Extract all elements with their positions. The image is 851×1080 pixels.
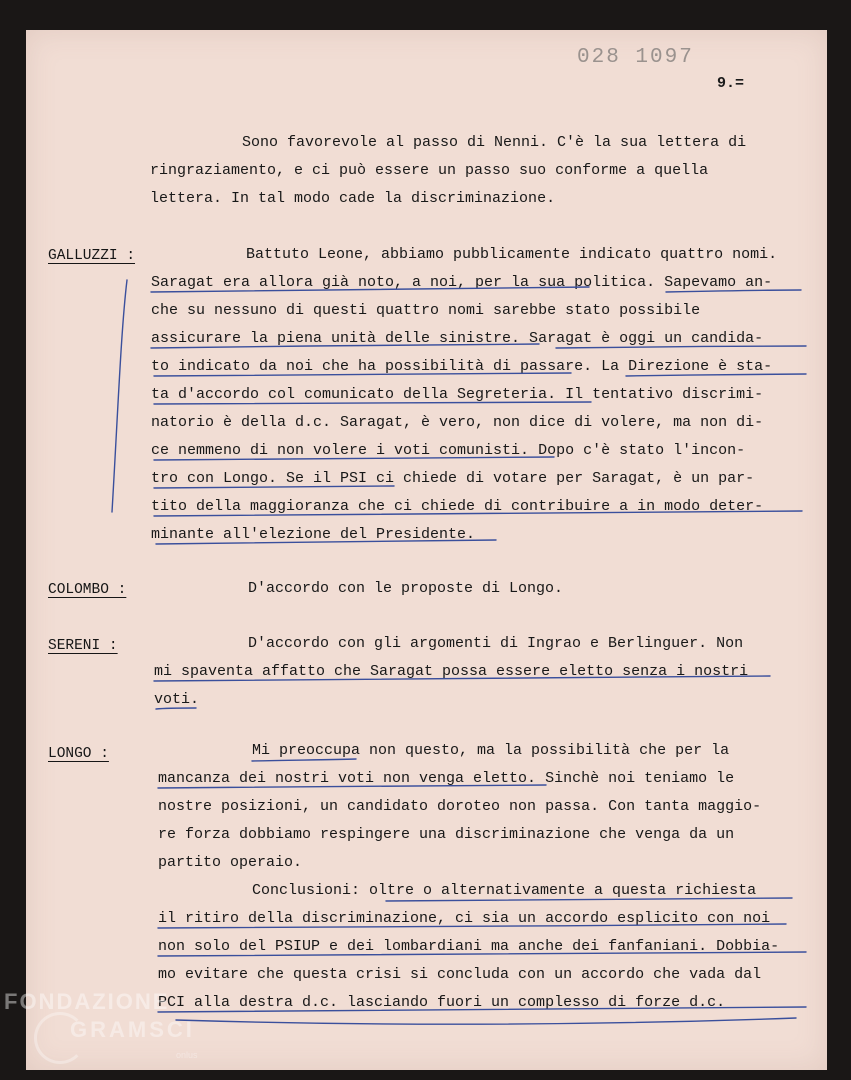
text-line: re forza dobbiamo respingere una discriminazione che venga da un	[158, 826, 735, 843]
underline	[151, 287, 589, 292]
watermark-line2: GRAMSCI	[70, 1017, 195, 1042]
speaker-label: GALLUZZI :	[48, 248, 136, 264]
text-line: tito della maggioranza che ci chiede di contribuire a in modo deter-	[151, 498, 764, 515]
watermark-line3: onlus	[176, 1050, 198, 1060]
underline	[156, 708, 196, 709]
underline	[626, 374, 806, 376]
text-line: ta d'accordo col comunicato della Segreteria. Il tentativo discrimi-	[151, 386, 764, 403]
pen-annotations	[26, 30, 827, 1070]
text-line: lettera. In tal modo cade la discriminazione.	[150, 190, 556, 207]
margin-bracket	[112, 280, 127, 512]
text-line: ringraziamento, e ci può essere un passo suo conforme a quella	[150, 162, 709, 179]
text-line: Mi preoccupa non questo, ma la possibilità che per la	[252, 742, 730, 759]
underline	[556, 346, 806, 348]
underline	[158, 924, 786, 928]
text-line: voti.	[154, 691, 200, 708]
underline	[151, 344, 539, 348]
underline	[154, 402, 591, 404]
text-line: Saragat era allora già noto, a noi, per la sua politica. Sapevamo an-	[151, 274, 773, 291]
underline	[176, 1018, 796, 1024]
text-line: Battuto Leone, abbiamo pubblicamente indicato quattro nomi.	[246, 246, 778, 263]
text-line: minante all'elezione del Presidente.	[151, 526, 476, 543]
speaker-label: SERENI :	[48, 638, 118, 654]
text-line: mancanza dei nostri voti non venga eletto. Sinchè noi teniamo le	[158, 770, 735, 787]
underline	[154, 676, 770, 681]
text-line: PCI alla destra d.c. lasciando fuori un complesso di forze d.c.	[158, 994, 726, 1011]
text-line: ce nemmeno di non volere i voti comunisti. Dopo c'è stato l'incon-	[151, 442, 746, 459]
text-line: il ritiro della discriminazione, ci sia un accordo esplicito con noi	[158, 910, 771, 927]
underline	[154, 373, 571, 376]
text-line: nostre posizioni, un candidato doroteo non passa. Con tanta maggio-	[158, 798, 762, 815]
underline	[386, 898, 792, 901]
document-page	[26, 30, 827, 1070]
text-line: che su nessuno di questi quattro nomi sarebbe stato possibile	[151, 302, 701, 319]
speaker-label: LONGO :	[48, 746, 109, 762]
archive-stamp: 028 1097	[577, 46, 694, 69]
text-line: partito operaio.	[158, 854, 303, 871]
underline	[154, 511, 802, 516]
underline	[156, 540, 496, 544]
underline	[158, 1007, 806, 1012]
text-line: Sono favorevole al passo di Nenni. C'è la sua lettera di	[242, 134, 747, 151]
text-line: non solo del PSIUP e dei lombardiani ma anche dei fanfaniani. Dobbia-	[158, 938, 780, 955]
text-line: Conclusioni: oltre o alternativamente a questa richiesta	[252, 882, 757, 899]
underline	[252, 759, 356, 761]
watermark-line1: FONDAZIONE	[4, 989, 170, 1014]
underline	[158, 785, 546, 788]
speaker-label: COLOMBO :	[48, 582, 127, 598]
text-line: mi spaventa affatto che Saragat possa essere eletto senza i nostri	[154, 663, 749, 680]
text-line: assicurare la piena unità delle sinistre. Saragat è oggi un candida-	[151, 330, 764, 347]
text-line: D'accordo con le proposte di Longo.	[248, 580, 564, 597]
text-line: D'accordo con gli argomenti di Ingrao e Berlinguer. Non	[248, 635, 744, 652]
text-line: natorio è della d.c. Saragat, è vero, non dice di volere, ma non di-	[151, 414, 764, 431]
underline	[666, 290, 801, 292]
text-line: to indicato da noi che ha possibilità di passare. La Direzione è sta-	[151, 358, 773, 375]
underline	[158, 952, 806, 956]
page-number: 9.=	[717, 75, 745, 92]
underline	[154, 457, 554, 460]
text-line: mo evitare che questa crisi si concluda con un accordo che vada dal	[158, 966, 762, 983]
underline	[154, 486, 394, 488]
text-line: tro con Longo. Se il PSI ci chiede di votare per Saragat, è un par-	[151, 470, 755, 487]
